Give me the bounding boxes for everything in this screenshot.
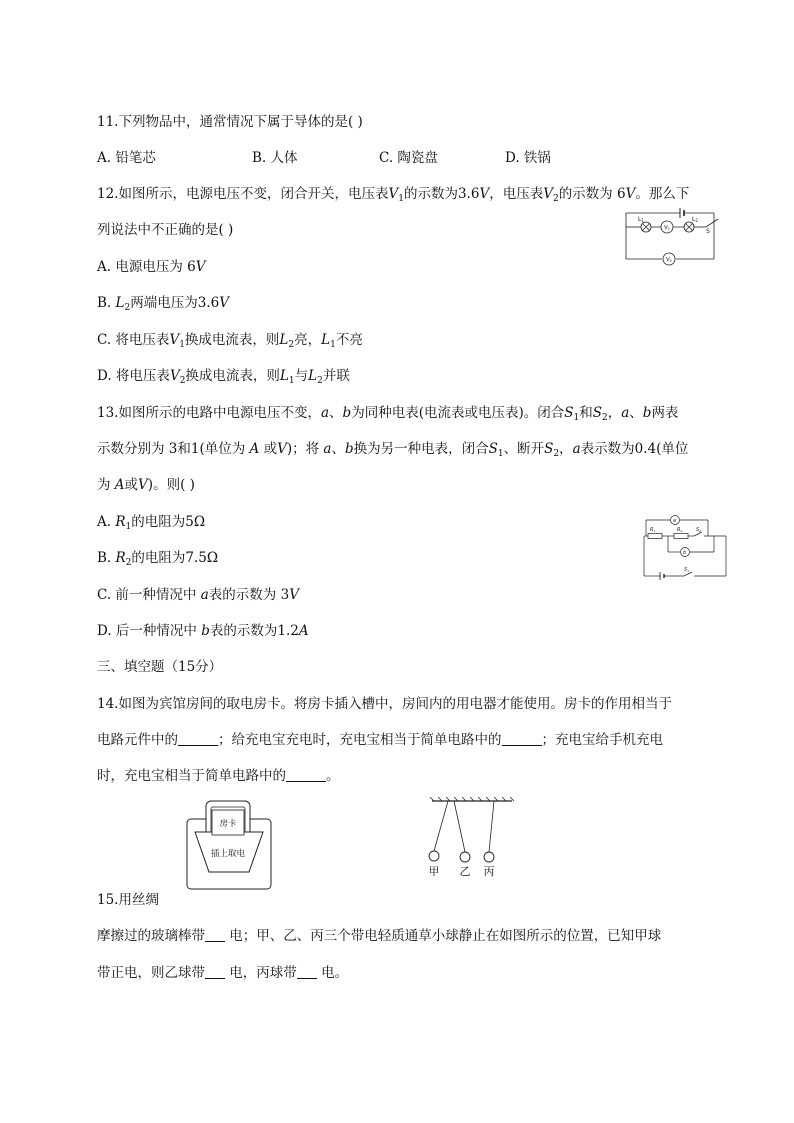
q12-circuit-diagram — [620, 203, 726, 268]
label-r2: $R_2$ — [677, 527, 683, 533]
q11-stem: 11.下列物品中，通常情况下属于导体的是( ) — [97, 114, 363, 130]
pith-balls-figure — [428, 795, 518, 880]
label-s1: $S_1$ — [684, 567, 690, 573]
q12-option-d: D. 将电压表$V_2$换成电流表，则$L_1$与$L_2$并联 — [97, 368, 350, 386]
label-yi: 乙 — [459, 865, 471, 878]
q14-stem-line2: 电路元件中的 ；给充电宝充电时，充电宝相当于简单电路中的 ；充电宝给手机充电 — [97, 732, 663, 748]
q13-stem-line3: 为 A或V)。则( ) — [97, 477, 195, 493]
q14-stem-line1: 14.如图为宾馆房间的取电房卡。将房卡插入槽中，房间内的用电器才能使用。房卡的作用相当于 — [97, 696, 672, 712]
resistor-r1 — [648, 534, 662, 539]
q15-blank-1[interactable] — [205, 928, 225, 942]
q12-option-b: B. $L_2$两端电压为3.6V — [97, 295, 229, 313]
q15-stem-line2: 摩擦过的玻璃棒带 电；甲、乙、丙三个带电轻质通草小球静止在如图所示的位置，已知甲球 — [97, 928, 662, 944]
slot-label: 插上取电 — [210, 849, 246, 859]
q11-option-b: B. 人体 — [252, 150, 298, 166]
q14-blank-1[interactable] — [178, 732, 218, 746]
q13-stem-line2: 示数分别为 3和1(单位为 A 或V)；将 a、b换为另一种电表，闭合$S_1$、断开$S_2$，a表示数为0.4(单位 — [97, 441, 689, 459]
q14-blank-2[interactable] — [502, 732, 542, 746]
q13-option-c: C. 前一种情况中 a表的示数为 3V — [97, 587, 299, 603]
label-l1: L1 — [638, 216, 644, 223]
q13-option-a: A. $R_1$的电阻为5Ω — [97, 514, 206, 532]
q11-option-a: A. 铅笔芯 — [97, 150, 156, 166]
q14-blank-3[interactable] — [286, 768, 326, 782]
q12-option-a: A. 电源电压为 6V — [97, 259, 206, 275]
q12-stem-line1: 12.如图所示，电源电压不变，闭合开关，电压表$V_1$的示数为3.6V，电压表$V_2$的示数为 6V。那么下 — [97, 186, 690, 204]
q15-blank-2[interactable] — [205, 965, 225, 979]
q15-stem-line3: 带正电，则乙球带 电，丙球带 电。 — [97, 965, 349, 981]
lamp-l2 — [684, 222, 694, 232]
label-s2: $S_2$ — [696, 527, 702, 533]
label-bing: 丙 — [483, 865, 495, 878]
label-r1: $R_1$ — [650, 527, 656, 533]
label-jia: 甲 — [428, 865, 440, 878]
q13-option-d: D. 后一种情况中 b表的示数为1.2A — [97, 623, 309, 639]
q15-stem-line1: 15.用丝绸 — [97, 892, 159, 908]
ball-bing — [484, 852, 494, 862]
q11-option-d: D. 铁锅 — [505, 150, 551, 166]
q13-stem-line1: 13.如图所示的电路中电源电压不变，a、b为同种电表(电流表或电压表)。闭合$S_1$和$S_2$，a、b两表 — [97, 405, 679, 423]
section-3-heading: 三、填空题（15分） — [97, 659, 223, 675]
label-l2: L2 — [692, 216, 698, 223]
q13-circuit-diagram — [640, 510, 730, 580]
q11-option-c: C. 陶瓷盘 — [379, 150, 438, 166]
card-label: 房卡 — [219, 819, 237, 829]
resistor-r2 — [674, 534, 688, 539]
label-s: S — [706, 228, 710, 235]
q12-option-c: C. 将电压表$V_1$换成电流表，则$L_2$亮，$L_1$不亮 — [97, 332, 363, 350]
q13-option-b: B. $R_2$的电阻为7.5Ω — [97, 550, 219, 568]
lamp-l1 — [641, 222, 651, 232]
q12-stem-line2: 列说法中不正确的是( ) — [97, 222, 234, 238]
q15-blank-3[interactable] — [297, 965, 317, 979]
label-a: a — [673, 518, 677, 524]
room-card-figure — [186, 800, 272, 890]
label-v2: V2 — [666, 257, 672, 263]
ball-jia — [429, 851, 439, 861]
label-b: b — [683, 550, 687, 556]
label-v1: V1 — [664, 225, 670, 231]
ball-yi — [460, 852, 470, 862]
q14-stem-line3: 时，充电宝相当于简单电路中的 。 — [97, 768, 340, 784]
